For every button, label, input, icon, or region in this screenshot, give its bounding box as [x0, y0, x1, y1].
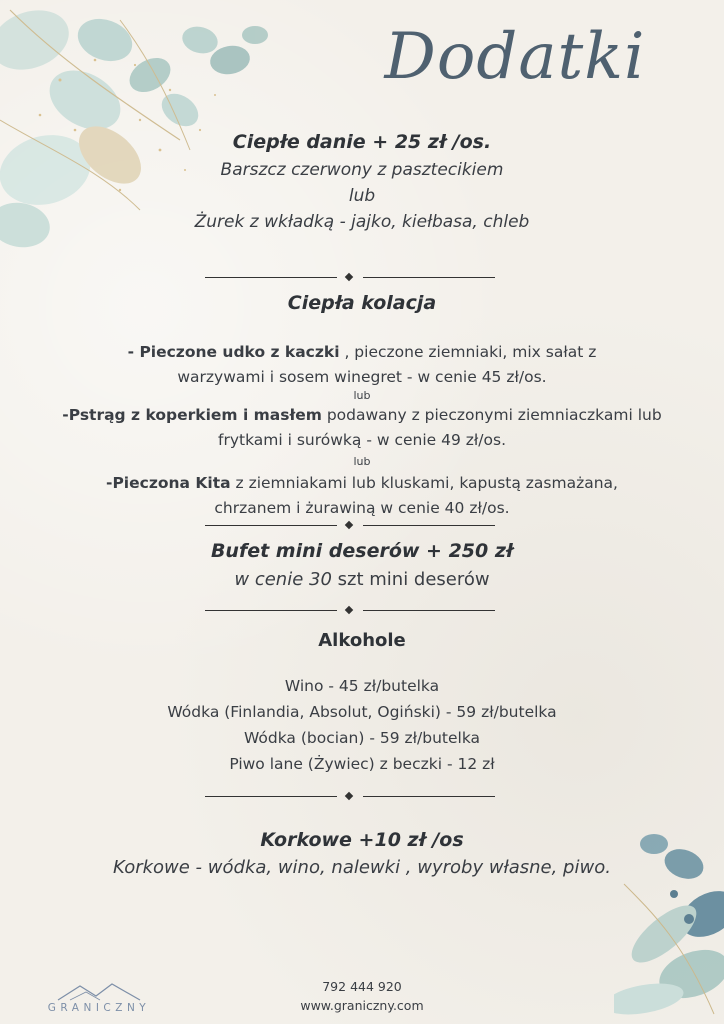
hot-dish-option-2: Żurek z wkładką - jajko, kiełbasa, chleb — [194, 212, 530, 232]
dinner-item-kita-desc: z ziemniakami lub kluskami, kapustą zasmażana, — [230, 474, 618, 492]
divider — [205, 606, 495, 616]
divider — [205, 792, 495, 802]
section-heading-dinner: Ciepła kolacja — [287, 292, 437, 314]
phone-number: 792 444 920 — [322, 979, 402, 994]
section-heading-hot-dish: Ciepłe danie + 25 zł /os. — [232, 131, 492, 153]
dinner-item-trout-name: -Pstrąg z koperkiem i masłem — [62, 406, 322, 424]
page-title: Dodatki — [384, 20, 646, 94]
dinner-item-duck-desc: , pieczone ziemniaki, mix sałat z — [339, 343, 597, 361]
dinner-item-trout-desc: podawany z pieczonymi ziemniaczkami lub — [321, 406, 662, 424]
dinner-item-duck-name: - Pieczone udko z kaczki — [127, 343, 340, 361]
dinner-item-kita — [0, 471, 724, 521]
dinner-item-trout — [0, 403, 724, 453]
section-heading-dessert-buffet: Bufet mini deserów + 250 zł — [210, 540, 514, 562]
dinner-item-duck — [0, 340, 724, 390]
graniczny-logo-text: GRANICZNY — [47, 1002, 151, 1014]
dinner-item-kita-price: chrzanem i żurawiną w cenie 40 zł/os. — [214, 499, 510, 517]
section-heading-alcohol: Alkohole — [318, 630, 406, 651]
dinner-item-kita-name: -Pieczona Kita — [106, 474, 231, 492]
website-link[interactable]: www.graniczny.com — [300, 998, 424, 1013]
dinner-item-duck-price: warzywami i sosem winegret - w cenie 45 zł/os. — [177, 368, 547, 386]
dinner-item-trout-price: frytkami i surówką - w cenie 49 zł/os. — [217, 431, 506, 449]
or-text: lub — [353, 455, 371, 468]
dessert-buffet-desc-rest: szt mini deserów — [331, 569, 490, 590]
alcohol-item: Wódka (Finlandia, Absolut, Ogiński) - 59 zł/butelka — [167, 703, 557, 721]
dessert-buffet-desc-italic: w cenie 30 — [234, 569, 332, 590]
divider — [205, 521, 495, 531]
section-heading-corkage: Korkowe +10 zł /os — [260, 829, 464, 851]
alcohol-list — [0, 674, 724, 777]
or-text: lub — [353, 389, 371, 402]
divider — [205, 273, 495, 283]
dessert-buffet-desc — [0, 569, 724, 590]
hot-dish-option-1: Barszcz czerwony z pasztecikiem — [220, 160, 504, 180]
corkage-desc: Korkowe - wódka, wino, nalewki , wyroby własne, piwo. — [113, 857, 611, 878]
or-text: lub — [348, 186, 376, 206]
alcohol-item: Wódka (bocian) - 59 zł/butelka — [243, 729, 481, 747]
alcohol-item: Wino - 45 zł/butelka — [284, 677, 440, 695]
alcohol-item: Piwo lane (Żywiec) z beczki - 12 zł — [229, 755, 495, 773]
